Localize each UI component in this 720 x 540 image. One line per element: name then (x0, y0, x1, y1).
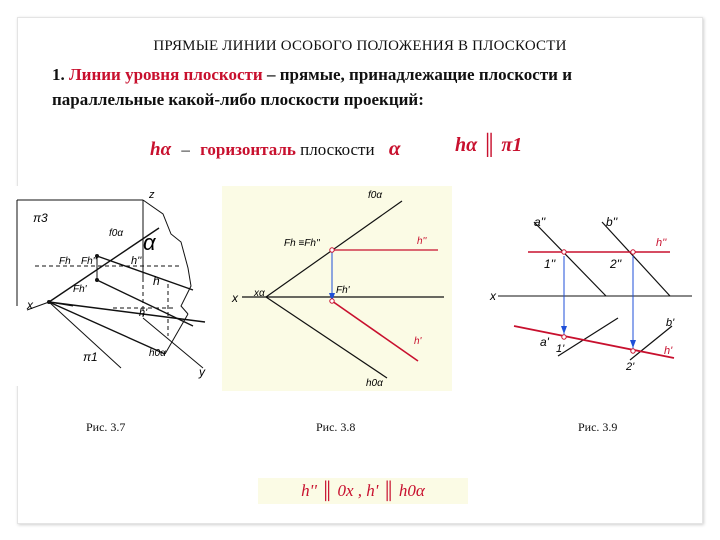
definition-number: 1. (52, 65, 65, 84)
caption-fig-3-9: Рис. 3.9 (578, 420, 618, 434)
figure-3-7-drawing (13, 186, 221, 386)
fig37-label-x: x (27, 298, 33, 312)
fig38-label-fh1: Fh' (336, 285, 350, 296)
fig38-label-h2: h'' (417, 236, 427, 247)
fig38-label-fh-eq: Fh ≡Fh'' (284, 238, 320, 249)
fig39-label-a1: a' (540, 335, 549, 349)
fig37-label-h1: h' (139, 307, 148, 319)
fig37-label-alpha: α (143, 230, 156, 255)
parallel-relation (455, 134, 522, 157)
fig37-label-z: z (149, 189, 155, 201)
fig37-label-fh2: Fh'' (81, 256, 97, 267)
figure-3-9 (458, 186, 698, 391)
fig39-label-2-2: 2'' (610, 257, 622, 271)
fig39-label-2-1: 2' (626, 361, 635, 373)
fig37-label-h: h (153, 274, 160, 288)
fig37-label-f0a: f0α (109, 228, 124, 239)
parallel-bars: ║ (482, 134, 497, 156)
fig39-label-h1: h' (664, 345, 673, 357)
fig38-label-f0a: f0α (368, 190, 383, 201)
fig37-label-h0a: h0α (149, 348, 166, 359)
parallel-left: hα (455, 134, 478, 156)
slide-title: ПРЯМЫЕ ЛИНИИ ОСОБОГО ПОЛОЖЕНИЯ В ПЛОСКОСТИ (153, 38, 567, 54)
formula-box: h'' ║ 0x , h' ║ h0α (258, 478, 468, 504)
plane-alpha-symbol: α (388, 136, 401, 160)
fig37-label-y: y (199, 365, 205, 379)
figure-3-8-drawing (222, 186, 452, 391)
parallel-right: π1 (501, 134, 523, 156)
fig39-label-1-1: 1' (556, 343, 565, 355)
horizontal-definition (150, 136, 400, 161)
definition-text-1: – прямые, принадлежащие плоскости и (262, 65, 573, 84)
fig38-label-h1: h' (414, 336, 422, 347)
figure-3-8 (222, 186, 452, 391)
caption-fig-3-8: Рис. 3.8 (316, 420, 356, 434)
fig37-label-fh: Fh (59, 256, 71, 267)
horizontal-text: плоскости (295, 140, 379, 159)
fig37-label-pi1: π1 (83, 350, 98, 364)
definition-term: Линии уровня плоскости (69, 65, 263, 84)
figure-3-7 (13, 186, 221, 386)
horizontal-term: горизонталь (200, 140, 296, 159)
definition-line-1 (52, 65, 572, 85)
fig38-label-xa: xα (254, 288, 265, 299)
fig39-label-a2: a'' (534, 215, 546, 229)
horizontal-symbol: hα (150, 139, 172, 160)
fig39-label-1-2: 1'' (544, 257, 556, 271)
horizontal-dash: – (181, 140, 190, 159)
fig37-label-fh1: Fh' (73, 284, 87, 295)
fig39-label-b2: b'' (606, 215, 618, 229)
fig37-label-h2: h'' (131, 255, 142, 267)
fig39-label-h2: h'' (656, 237, 667, 249)
figure-3-9-drawing (458, 186, 698, 391)
fig38-label-x: x (232, 291, 238, 305)
fig39-label-b1: b' (666, 317, 675, 329)
definition-line-2: параллельные какой-либо плоскости проекций: (52, 90, 424, 109)
fig38-label-h0a: h0α (366, 378, 383, 389)
fig39-label-x: x (490, 289, 496, 303)
caption-fig-3-7: Рис. 3.7 (86, 420, 126, 434)
fig37-label-pi3: π3 (33, 211, 48, 225)
